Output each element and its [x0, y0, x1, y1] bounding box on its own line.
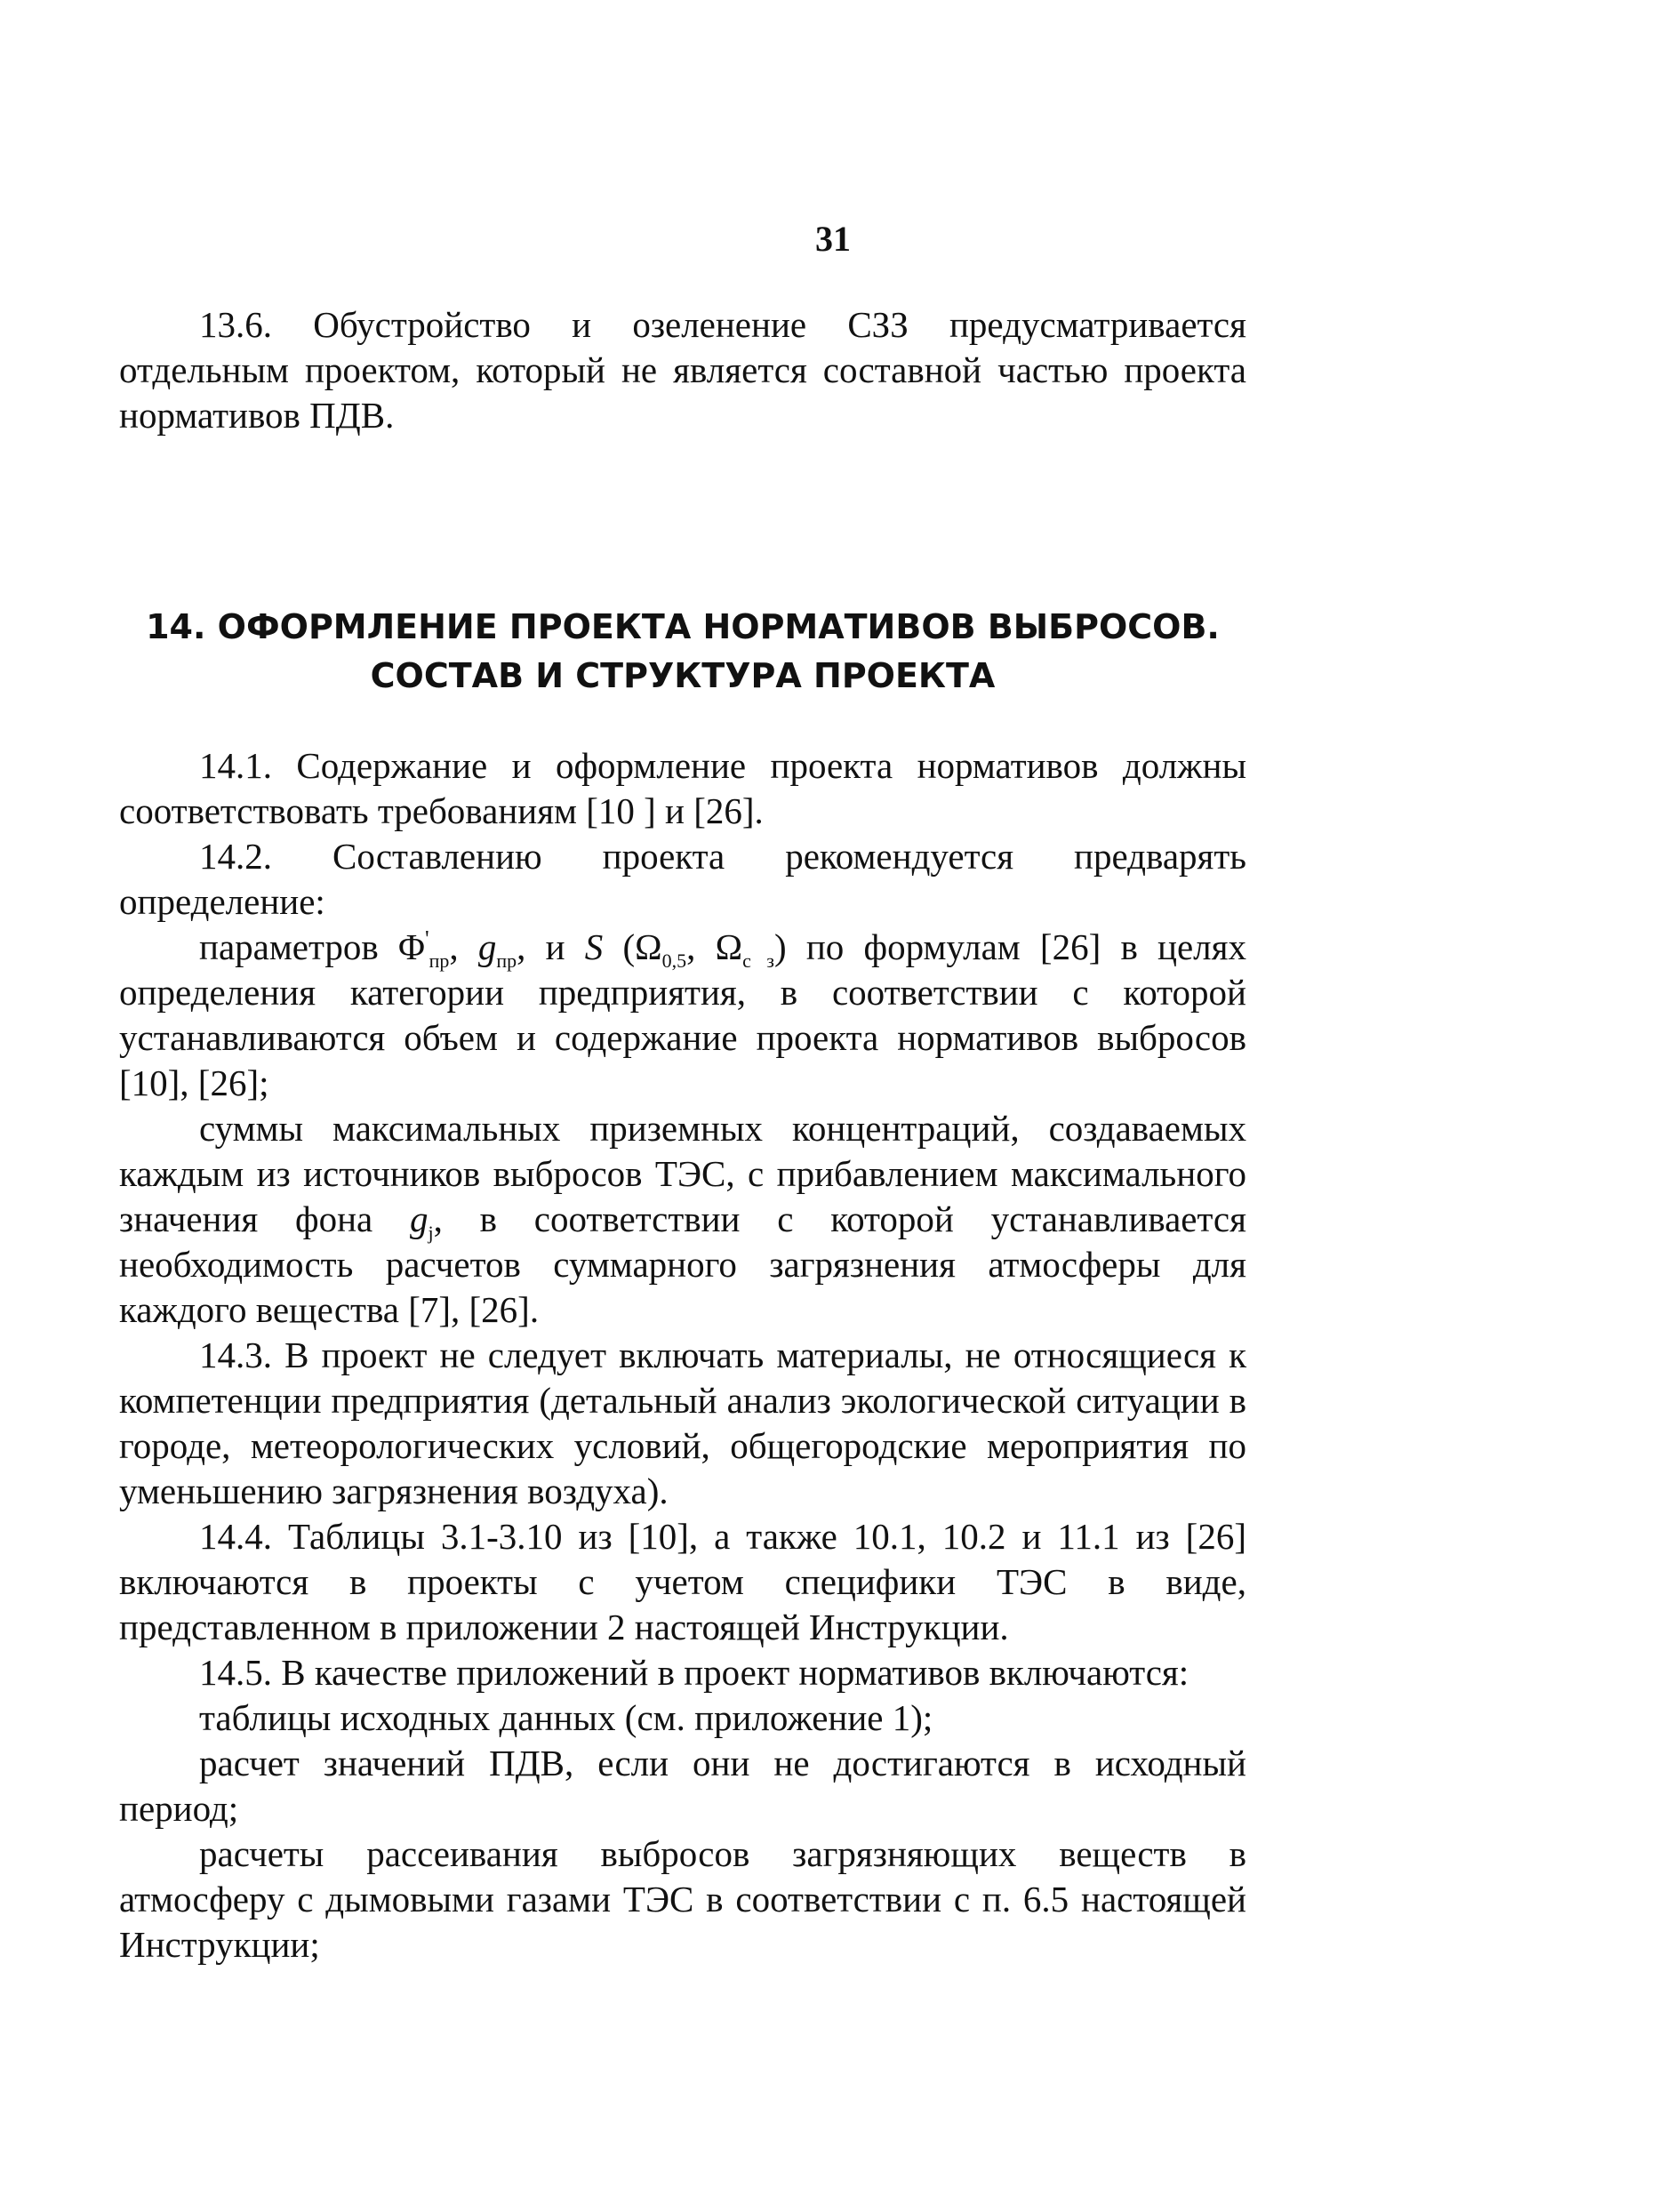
paragraph-14-4: 14.4. Таблицы 3.1-3.10 из [10], а также 10.1, 10.2 и 11.1 из [26] включаются в проекты с учетом специфики ТЭС в виде, представленном в приложении 2 настоящей Инструкции. [119, 1516, 1246, 1647]
section-13-text [119, 302, 1246, 438]
list-item: расчеты рассеивания выбросов загрязняющих веществ в атмосферу с дымовыми газами ТЭС в соответствии с п. 6.5 настоящей Инструкции; [119, 1833, 1246, 1965]
sum-list-item: суммы максимальных приземных концентраций, создаваемых каждым из источников выбросов ТЭС, с прибавлением максимального значения фона $g_j$, в соответствии с которой устанавливается необходимость расчетов суммарного загрязнения атмосферы для каждого вещества [7], [26]. [119, 1108, 1246, 1330]
page-number: 31 [815, 219, 851, 259]
paragraph-13-6: 13.6. Обустройство и озеленение СЗЗ предусматривается отдельным проектом, который не является составной частью проекта нормативов ПДВ. [119, 304, 1246, 436]
list-item: таблицы исходных данных (см. приложение 1); [199, 1697, 933, 1738]
heading-line-1: 14. ОФОРМЛЕНИЕ ПРОЕКТА НОРМАТИВОВ ВЫБРОСОВ. [146, 607, 1220, 646]
heading-line-2: СОСТАВ И СТРУКТУРА ПРОЕКТА [370, 656, 996, 695]
section-14-body [119, 743, 1246, 1968]
section-14-heading [119, 603, 1246, 701]
paragraph-14-5: 14.5. В качестве приложений в проект нормативов включаются: [199, 1652, 1189, 1693]
paragraph-14-3: 14.3. В проект не следует включать материалы, не относящиеся к компетенции предприятия (детальный анализ экологической ситуации в городе, метеорологических условий, общегородские мероприятия по уменьшению загрязнения воздуха). [119, 1334, 1246, 1511]
formula-list-item: параметров $\Phi'_{пр}$, $g_{пр}$, и S ($\Omega_{0,5}$, $\Omega_{с з}$) по формулам [26] в целях определения категории предприятия, в соответствии с которой устанавливаются объем и содержание проекта нормативов выбросов [10], [26]; [119, 926, 1246, 1103]
paragraph-14-2: 14.2. Составлению проекта рекомендуется предварять определение: [119, 836, 1246, 922]
list-item: расчет значений ПДВ, если они не достигаются в исходный период; [119, 1743, 1246, 1829]
paragraph-14-1: 14.1. Содержание и оформление проекта нормативов должны соответствовать требованиям [10 ] и [26]. [119, 745, 1246, 831]
